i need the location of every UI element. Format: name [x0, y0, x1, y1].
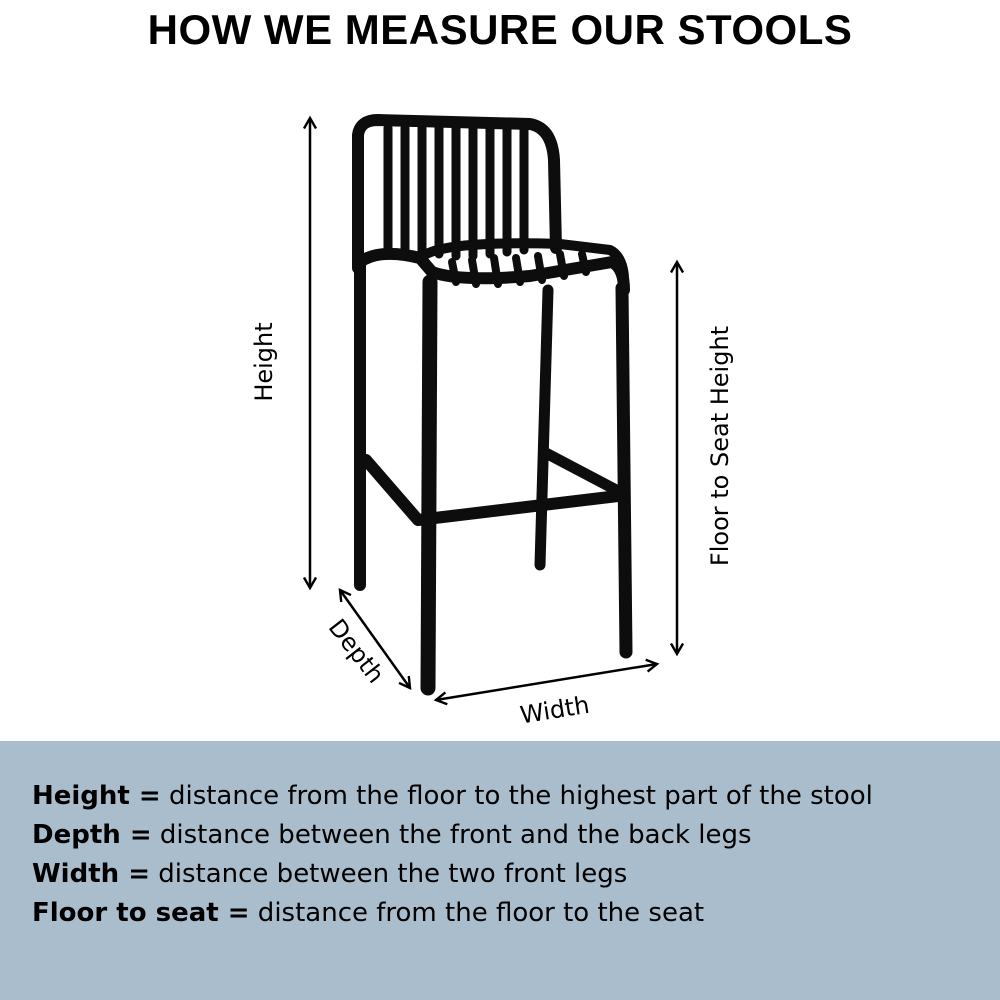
height-label: Height	[250, 322, 278, 402]
definition-floor-to-seat	[32, 898, 704, 928]
page-title: HOW WE MEASURE OUR STOOLS	[147, 6, 853, 53]
definition-term: Width =	[32, 859, 150, 889]
definition-depth	[32, 820, 752, 850]
width-arrow	[436, 664, 657, 700]
floor-to-seat-label: Floor to Seat Height	[706, 325, 734, 567]
stool-illustration	[358, 120, 626, 688]
definition-width	[32, 859, 627, 889]
definitions-panel	[0, 741, 1000, 1000]
definition-text: distance from the floor to the highest part of the stool	[160, 781, 873, 811]
width-label: Width	[518, 690, 592, 730]
definition-text: distance between the front and the back legs	[151, 820, 752, 850]
definition-term: Depth =	[32, 820, 152, 850]
depth-label: Depth	[322, 613, 390, 689]
definition-term: Floor to seat =	[32, 898, 250, 928]
definition-text: distance between the two front legs	[149, 859, 628, 889]
definition-text: distance from the floor to the seat	[249, 898, 705, 928]
definition-term: Height =	[32, 781, 161, 811]
definition-height	[32, 781, 873, 811]
